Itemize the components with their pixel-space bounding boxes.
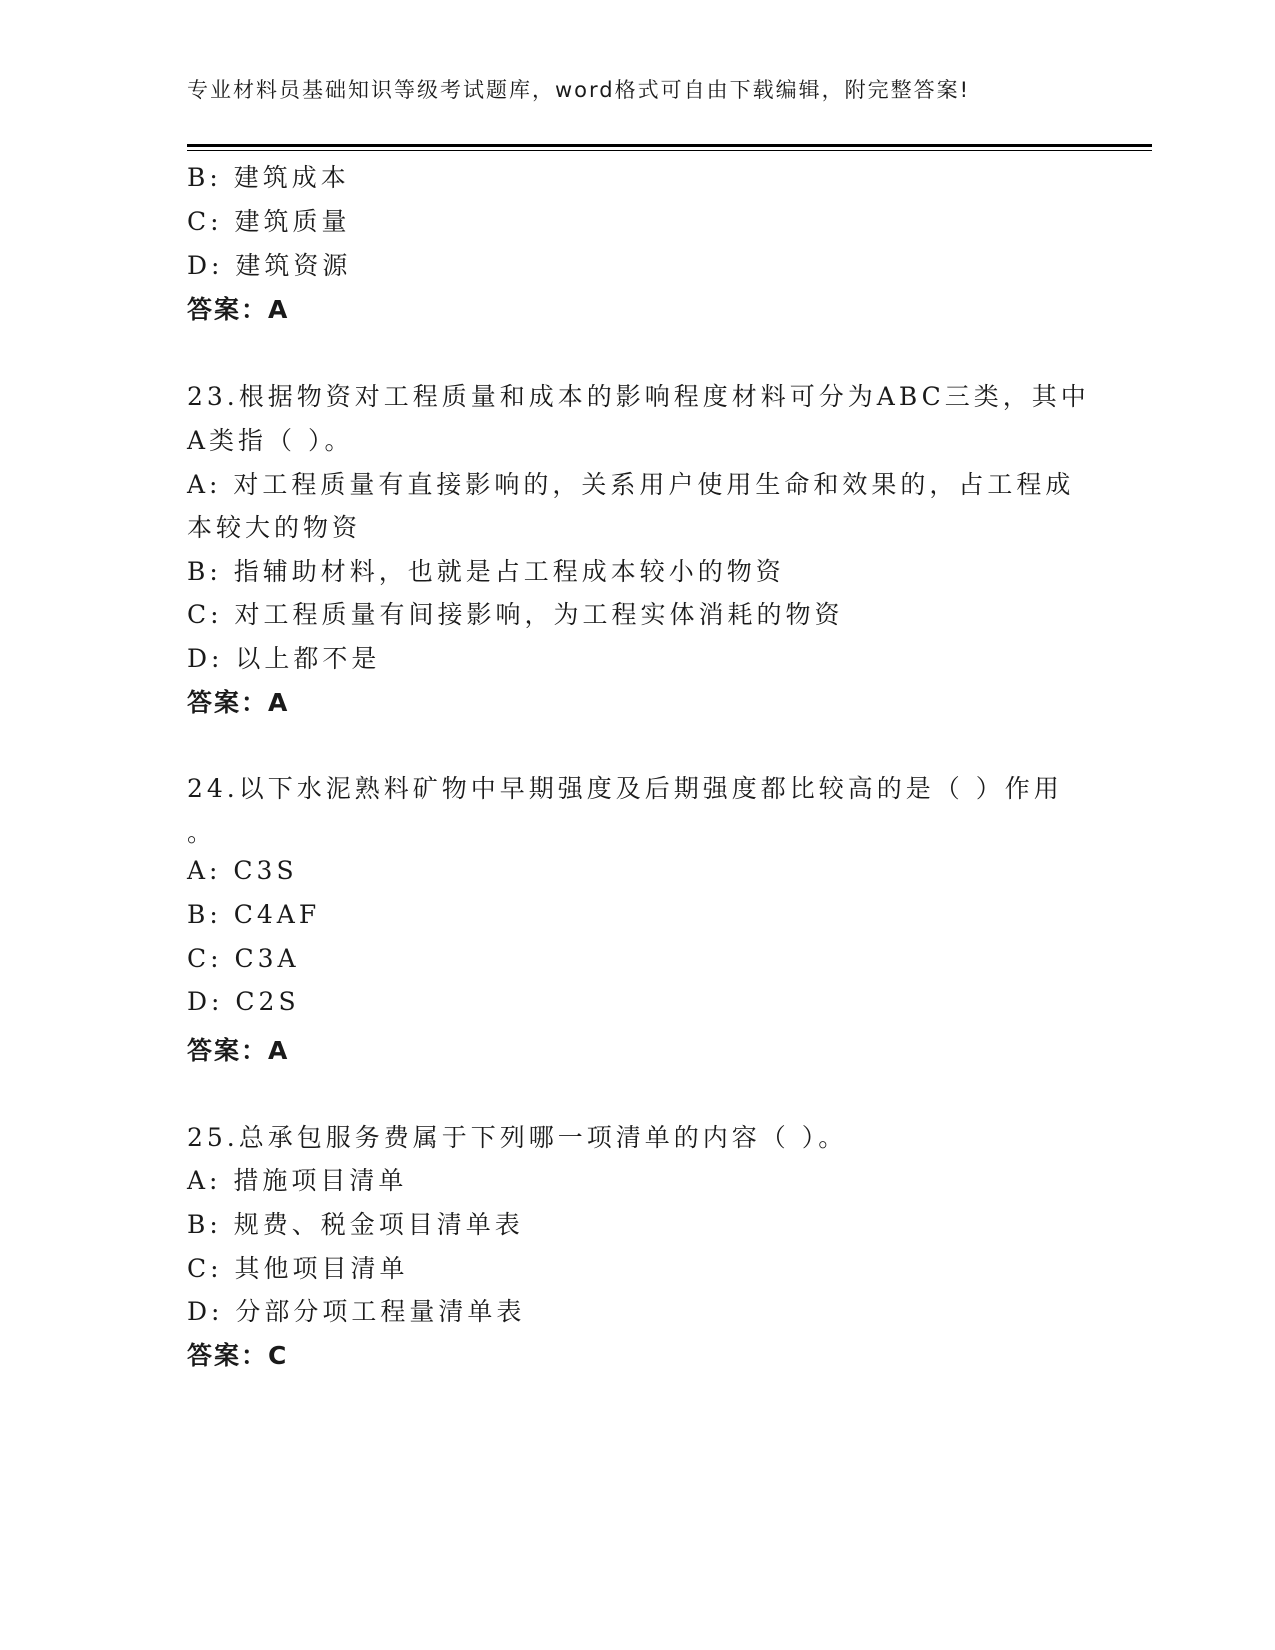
document-header: 专业材料员基础知识等级考试题库，word格式可自由下载编辑，附完整答案!	[187, 78, 971, 102]
q23-answer: 答案：A	[187, 688, 290, 717]
q23-option-d: D: 以上都不是	[187, 644, 381, 673]
q23-stem-cont: A类指（ ）。	[187, 426, 354, 455]
q24-option-a: A: C3S	[187, 856, 298, 885]
q22-answer: 答案：A	[187, 295, 290, 324]
q23-option-b: B: 指辅助材料，也就是占工程成本较小的物资	[187, 557, 785, 586]
q23-option-a-cont: 本较大的物资	[187, 513, 362, 542]
q24-option-b: B: C4AF	[187, 900, 321, 929]
header-rule	[187, 144, 1152, 147]
q25-option-a: A: 措施项目清单	[187, 1166, 408, 1195]
q22-option-d: D: 建筑资源	[187, 251, 352, 280]
q25-stem: 25.总承包服务费属于下列哪一项清单的内容（ ）。	[187, 1123, 848, 1152]
q23-option-a: A: 对工程质量有直接影响的，关系用户使用生命和效果的，占工程成	[187, 470, 1075, 499]
q22-option-c: C: 建筑质量	[187, 207, 351, 236]
q25-answer: 答案：C	[187, 1341, 289, 1370]
q25-option-c: C: 其他项目清单	[187, 1254, 409, 1283]
q24-stem: 24.以下水泥熟料矿物中早期强度及后期强度都比较高的是（ ）作用	[187, 774, 1063, 803]
q23-option-c: C: 对工程质量有间接影响，为工程实体消耗的物资	[187, 600, 844, 629]
q24-answer: 答案：A	[187, 1036, 290, 1065]
q24-option-c: C: C3A	[187, 944, 300, 973]
q24-option-d: D: C2S	[187, 987, 300, 1016]
q22-option-b: B: 建筑成本	[187, 163, 350, 192]
q25-option-d: D: 分部分项工程量清单表	[187, 1297, 526, 1326]
q23-stem: 23.根据物资对工程质量和成本的影响程度材料可分为ABC三类，其中	[187, 382, 1090, 411]
header-rule-thin	[187, 150, 1152, 151]
q25-option-b: B: 规费、税金项目清单表	[187, 1210, 524, 1239]
q24-stem-cont: 。	[187, 818, 217, 847]
